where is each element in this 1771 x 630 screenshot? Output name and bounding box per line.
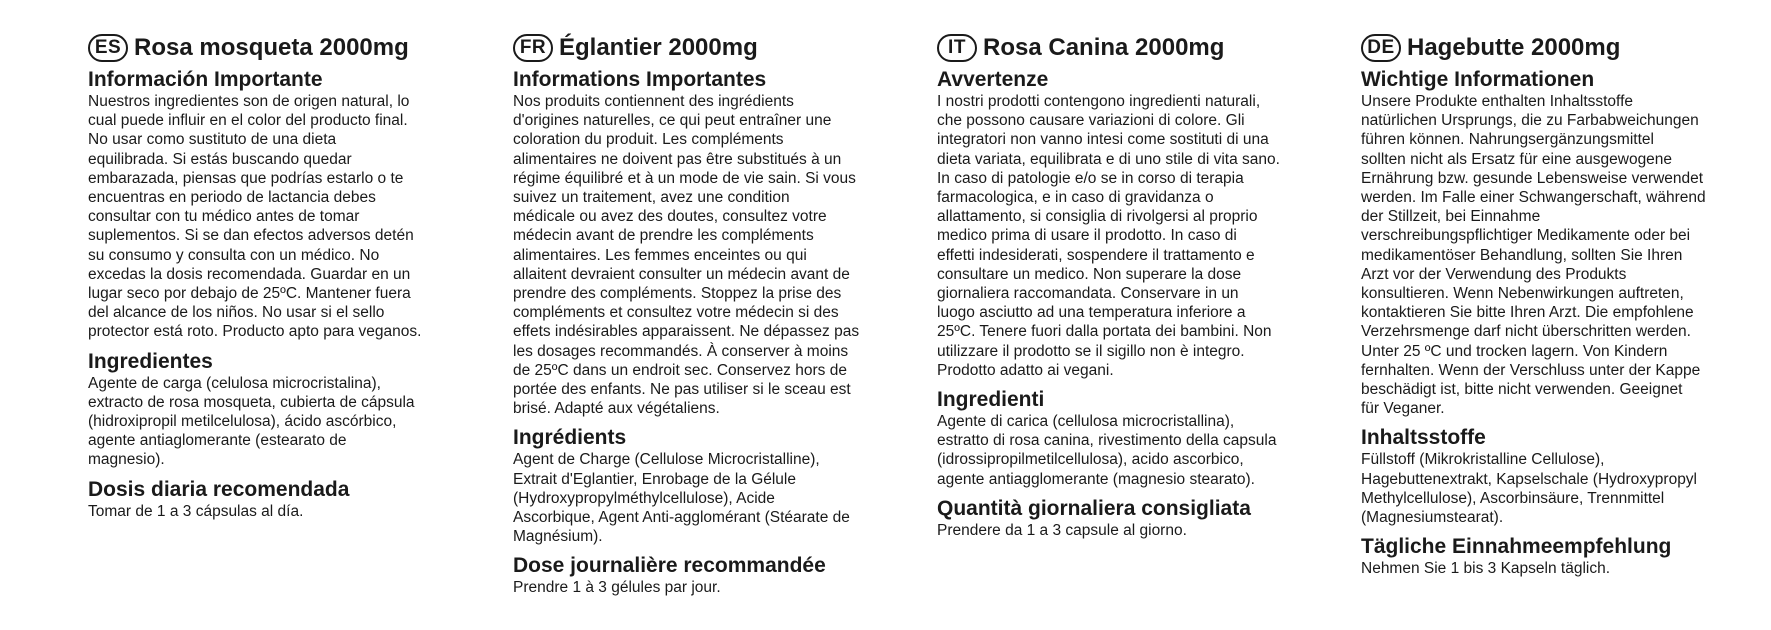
text-line: consultar con tu médico antes de tomar bbox=[88, 208, 360, 226]
text-line: equilibrada. Si estás buscando quedar bbox=[88, 150, 352, 168]
text-line: konsultieren. Wenn Nebenwirkungen auftreten, bbox=[1361, 285, 1684, 303]
text-line: compléments et consultez votre médecin si des bbox=[513, 304, 839, 322]
info-section bbox=[1361, 68, 1753, 418]
text-line: coloration du produit. Les compléments bbox=[513, 131, 784, 149]
text-line: fernhalten. Wenn der Verschluss unter der Kappe bbox=[1361, 361, 1701, 379]
text-line: alimentaires. Les femmes enceintes ou qui bbox=[513, 246, 807, 264]
product-title: Églantier 2000mg bbox=[559, 34, 758, 61]
info-section bbox=[88, 350, 480, 470]
text-line: Unter 25 ºC und trocken lagern. Von Kindern bbox=[1361, 342, 1668, 360]
text-line: (Magnesiumstearat). bbox=[1361, 509, 1504, 527]
text-line: agente antiaglomerante (estearato de bbox=[88, 432, 347, 450]
language-column-it bbox=[937, 30, 1329, 548]
text-line: Prendere da 1 a 3 capsule al giorno. bbox=[937, 521, 1187, 539]
text-line: Ascorbique, Agent Anti-agglomérant (Stéarate de bbox=[513, 509, 850, 527]
section-text bbox=[937, 412, 1329, 489]
language-column-es bbox=[88, 30, 480, 529]
section-heading: Información Importante bbox=[88, 68, 323, 91]
text-line: cual puede influir en el color del producto final. bbox=[88, 112, 408, 130]
text-line: régime équilibré et à un mode de vie sain. Si vous bbox=[513, 169, 856, 187]
text-line: (Hydroxypropylméthylcellulose), Acide bbox=[513, 489, 775, 507]
info-section bbox=[1361, 426, 1753, 527]
section-heading: Ingrédients bbox=[513, 426, 627, 450]
text-line: giornaliera raccomandata. Conservare in un bbox=[937, 285, 1239, 303]
text-line: natürlichen Ursprungs, die zu Farbabweichungen bbox=[1361, 112, 1699, 130]
info-section bbox=[937, 497, 1329, 540]
text-line: de 25ºC dans un endroit sec. Conservez hors de bbox=[513, 361, 847, 379]
text-line: les dosages recommandés. À conserver à moins bbox=[513, 342, 849, 360]
info-section bbox=[513, 426, 905, 546]
section-text bbox=[88, 92, 480, 342]
text-line: d'origines naturelles, ce qui peut entraîner une bbox=[513, 112, 832, 130]
product-title: Rosa mosqueta 2000mg bbox=[134, 34, 409, 61]
product-title-row bbox=[88, 30, 480, 66]
text-line: Hagebuttenextrakt, Kapselschale (Hydroxypropyl bbox=[1361, 470, 1698, 488]
info-section bbox=[88, 68, 480, 342]
text-line: medico prima di usare il prodotto. In caso di bbox=[937, 227, 1237, 245]
language-badge: ES bbox=[88, 34, 128, 62]
text-line: 25ºC. Tenere fuori dalla portata dei bambini. Non bbox=[937, 323, 1272, 341]
text-line: Agente de carga (celulosa microcristalina), bbox=[88, 374, 381, 392]
text-line: integratori non vanno intesi come sostituti di una bbox=[937, 131, 1269, 149]
text-line: magnesio). bbox=[88, 451, 165, 469]
text-line: médicale ou avez des doutes, consultez votre bbox=[513, 208, 827, 226]
section-text bbox=[513, 578, 905, 597]
section-heading: Dosis diaria recomendada bbox=[88, 477, 350, 501]
text-line: für Veganer. bbox=[1361, 400, 1445, 418]
text-line: alimentaires ne doivent pas être substitués à un bbox=[513, 150, 842, 168]
text-line: su consumo y consulta con un médico. No bbox=[88, 246, 380, 264]
text-line: brisé. Adapté aux végétaliens. bbox=[513, 400, 720, 418]
text-line: excedas la dosis recomendada. Guardar en un bbox=[88, 265, 411, 283]
text-line: suivez un traitement, avez une condition bbox=[513, 189, 790, 207]
section-heading: Ingredienti bbox=[937, 388, 1045, 412]
text-line: Unsere Produkte enthalten Inhaltsstoffe bbox=[1361, 93, 1633, 110]
language-badge: FR bbox=[513, 34, 553, 62]
text-line: Magnésium). bbox=[513, 528, 603, 546]
text-line: Ernährung bzw. gesunde Lebensweise verwendet bbox=[1361, 169, 1704, 187]
text-line: führen können. Nahrungsergänzungsmittel bbox=[1361, 131, 1654, 149]
text-line: (idrossipropilmetilcellulosa), acido ascorbico, bbox=[937, 451, 1244, 469]
text-line: Agent de Charge (Cellulose Microcristalline), bbox=[513, 451, 820, 469]
text-line: In caso di patologie e/o se in corso di terapia bbox=[937, 169, 1244, 187]
section-heading: Wichtige Informationen bbox=[1361, 68, 1595, 91]
text-line: Methylcellulose), Ascorbinsäure, Trennmittel bbox=[1361, 489, 1665, 507]
text-line: portée des enfants. Ne pas utiliser si le sceau est bbox=[513, 381, 851, 399]
text-line: beschädigt ist, bitte nicht verwenden. Geeignet bbox=[1361, 381, 1683, 399]
text-line: embarazada, piensas que podrías estarlo o te bbox=[88, 169, 404, 187]
text-line: consultare un medico. Non superare la dose bbox=[937, 265, 1242, 283]
section-heading: Informations Importantes bbox=[513, 68, 767, 91]
section-text bbox=[88, 374, 480, 470]
product-title-row bbox=[513, 30, 905, 66]
section-text bbox=[88, 502, 480, 521]
text-line: Nos produits contiennent des ingrédients bbox=[513, 93, 794, 110]
text-line: Agente di carica (cellulosa microcristallina), bbox=[937, 413, 1235, 431]
text-line: farmacologica, e in caso di gravidanza o bbox=[937, 189, 1214, 207]
text-line: der Stillzeit, bei Einnahme bbox=[1361, 208, 1541, 226]
info-section bbox=[937, 388, 1329, 489]
text-line: effets indésirables apparaissent. Ne dépassez pas bbox=[513, 323, 860, 341]
info-section bbox=[513, 554, 905, 597]
text-line: del alcance de los niños. No usar si el sello bbox=[88, 304, 385, 322]
language-column-fr bbox=[513, 30, 905, 606]
text-line: médecin avant de prendre les compléments bbox=[513, 227, 814, 245]
text-line: Verzehrsmenge darf nicht überschritten werden. bbox=[1361, 323, 1691, 341]
product-title-row bbox=[937, 30, 1329, 66]
info-section bbox=[513, 68, 905, 418]
product-title: Rosa Canina 2000mg bbox=[983, 34, 1225, 61]
text-line: Nehmen Sie 1 bis 3 Kapseln täglich. bbox=[1361, 560, 1611, 578]
section-heading: Quantità giornaliera consigliata bbox=[937, 496, 1251, 520]
text-line: kontaktieren Sie bitte Ihren Arzt. Die empfohlene bbox=[1361, 304, 1694, 322]
text-line: Tomar de 1 a 3 cápsulas al día. bbox=[88, 502, 304, 520]
text-line: Prodotto adatto ai vegani. bbox=[937, 361, 1114, 379]
language-column-de bbox=[1361, 30, 1753, 586]
info-section bbox=[88, 478, 480, 521]
text-line: estratto di rosa canina, rivestimento della capsula bbox=[937, 432, 1277, 450]
text-line: verschreibungspflichtiger Medikamente oder bei bbox=[1361, 227, 1691, 245]
text-line: I nostri prodotti contengono ingredienti naturali, bbox=[937, 93, 1261, 110]
info-section bbox=[1361, 535, 1753, 578]
section-heading: Avvertenze bbox=[937, 68, 1049, 91]
info-section bbox=[937, 68, 1329, 380]
text-line: allaitent devraient consulter un médecin avant de bbox=[513, 265, 850, 283]
product-title: Hagebutte 2000mg bbox=[1407, 34, 1621, 61]
text-line: protector está roto. Producto apto para veganos. bbox=[88, 323, 422, 341]
text-line: No usar como sustituto de una dieta bbox=[88, 131, 337, 149]
language-badge: IT bbox=[937, 34, 977, 62]
text-line: werden. Im Falle einer Schwangerschaft, während bbox=[1361, 189, 1706, 207]
text-line: Extrait d'Eglantier, Enrobage de la Gélule bbox=[513, 470, 796, 488]
text-line: che possono causare variazioni di colore. Gli bbox=[937, 112, 1245, 130]
section-text bbox=[513, 450, 905, 546]
text-line: suplementos. Si se dan efectos adversos detén bbox=[88, 227, 414, 245]
text-line: lugar seco por debajo de 25ºC. Mantener fuera bbox=[88, 285, 411, 303]
product-title-row bbox=[1361, 30, 1753, 66]
section-heading: Ingredientes bbox=[88, 349, 213, 373]
section-text bbox=[937, 92, 1329, 380]
text-line: luogo asciutto ad una temperatura inferiore a bbox=[937, 304, 1246, 322]
section-text bbox=[1361, 92, 1753, 418]
text-line: Nuestros ingredientes son de origen natural, lo bbox=[88, 93, 410, 110]
text-line: Prendre 1 à 3 gélules par jour. bbox=[513, 579, 721, 597]
text-line: allattamento, si consiglia di rivolgersi al proprio bbox=[937, 208, 1258, 226]
text-line: extracto de rosa mosqueta, cubierta de cápsula bbox=[88, 393, 415, 411]
text-line: medikamentöser Behandlung, sollten Sie Ihren bbox=[1361, 246, 1683, 264]
text-line: effetti indesiderati, sospendere il trattamento e bbox=[937, 246, 1255, 264]
text-line: utilizzare il prodotto se il sigillo non è integro. bbox=[937, 342, 1245, 360]
text-line: (hidroxipropil metilcelulosa), ácido ascórbico, bbox=[88, 413, 397, 431]
text-line: agente antiagglomerante (magnesio stearato). bbox=[937, 470, 1255, 488]
section-text bbox=[513, 92, 905, 418]
text-line: encuentras en periodo de lactancia debes bbox=[88, 189, 376, 207]
section-text bbox=[937, 521, 1329, 540]
text-line: Arzt vor der Verwendung des Produkts bbox=[1361, 265, 1627, 283]
section-heading: Tägliche Einnahmeempfehlung bbox=[1361, 535, 1672, 559]
language-badge: DE bbox=[1361, 34, 1401, 62]
section-heading: Inhaltsstoffe bbox=[1361, 426, 1486, 450]
text-line: sollten nicht als Ersatz für eine ausgewogene bbox=[1361, 150, 1673, 168]
section-text bbox=[1361, 450, 1753, 527]
text-line: Füllstoff (Mikrokristalline Cellulose), bbox=[1361, 451, 1605, 469]
section-text bbox=[1361, 559, 1753, 578]
text-line: dieta variata, equilibrata e di uno stile di vita sano. bbox=[937, 150, 1280, 168]
section-heading: Dose journalière recommandée bbox=[513, 554, 826, 578]
text-line: prendre des compléments. Stoppez la prise des bbox=[513, 285, 842, 303]
